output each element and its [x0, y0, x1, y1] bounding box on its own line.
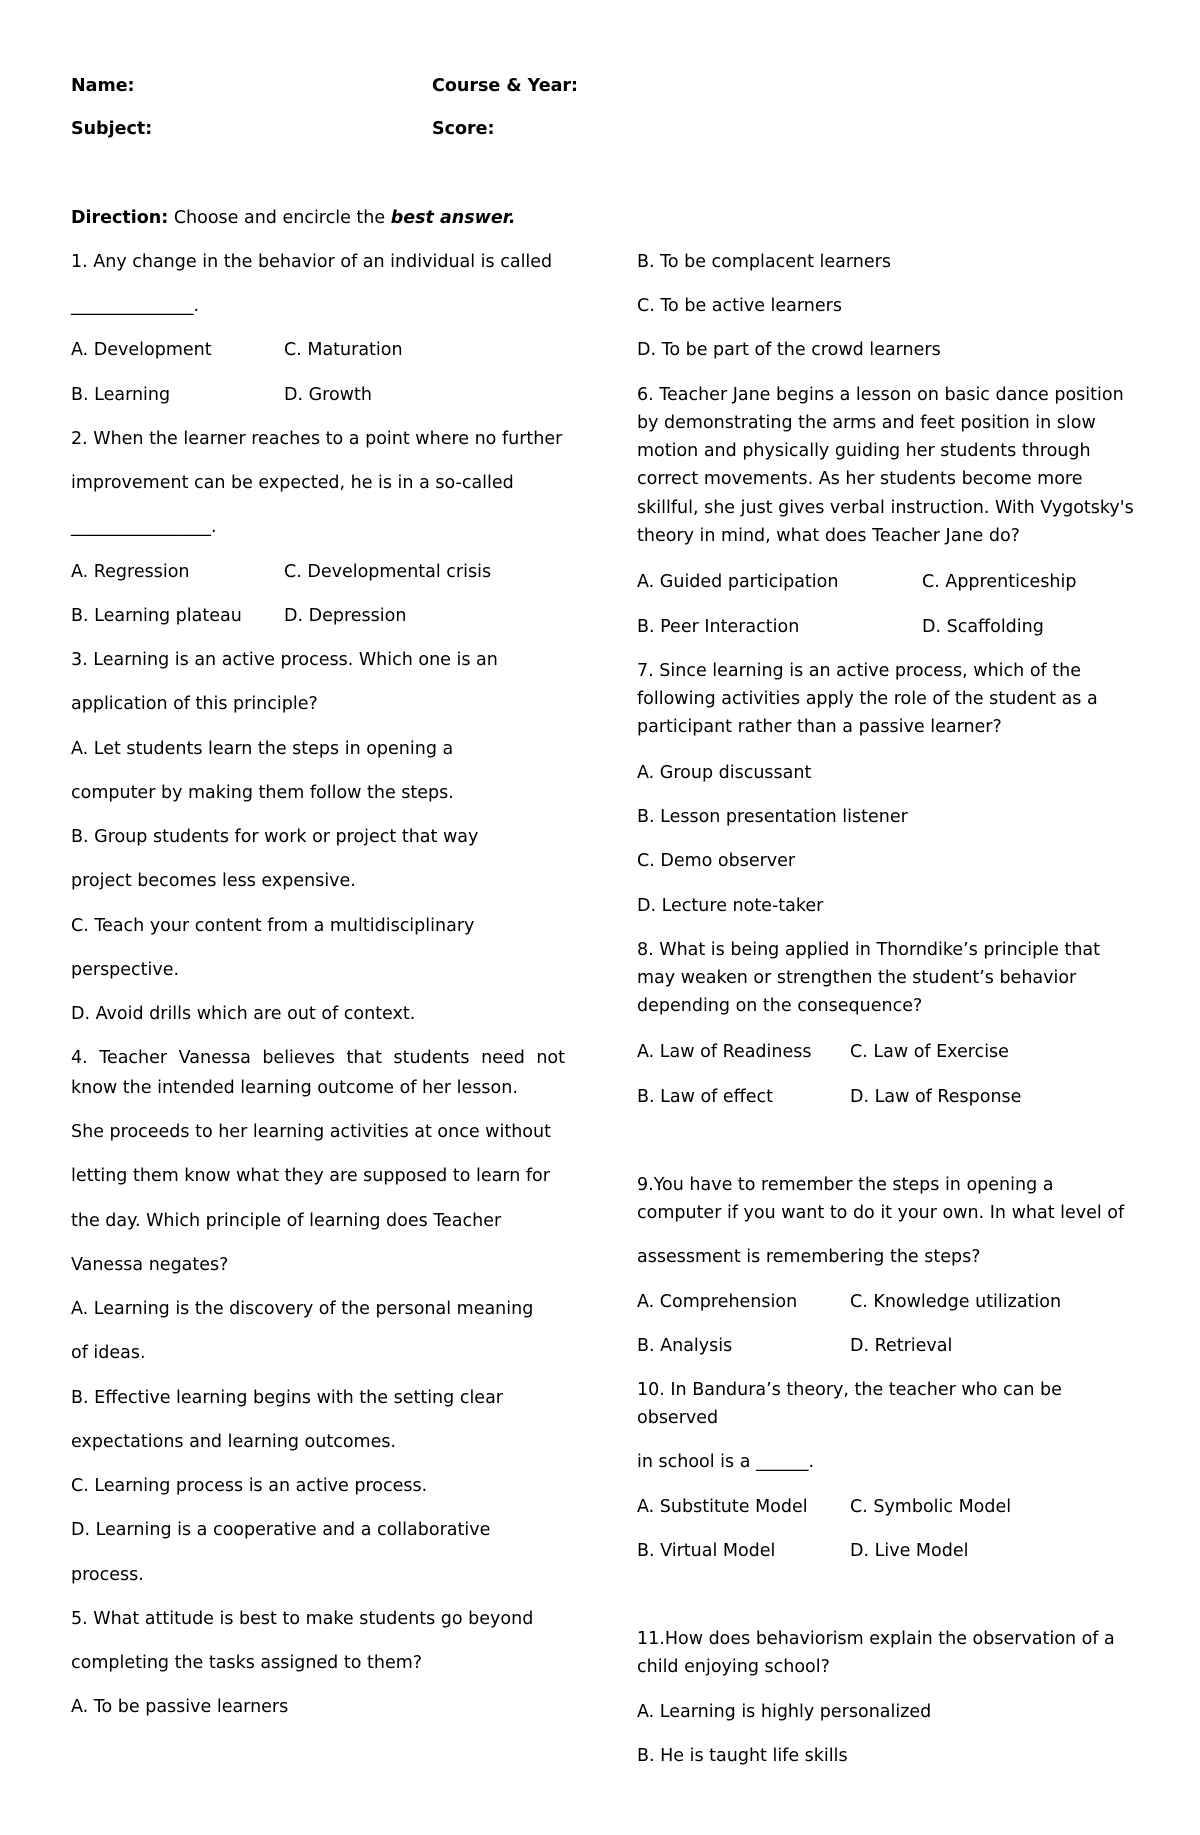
q1-stem: 1. Any change in the behavior of an individual is called: [71, 252, 553, 272]
q6-stem-line6: theory in mind, what does Teacher Jane do?: [637, 526, 1020, 546]
q9-stem-line1: 9.You have to remember the steps in opening a: [637, 1175, 1054, 1195]
q5-option-c[interactable]: C. To be active learners: [637, 296, 842, 316]
q10-stem-line3: in school is a ______.: [637, 1452, 815, 1472]
q8-stem-line3: depending on the consequence?: [637, 996, 923, 1016]
q5-option-a[interactable]: A. To be passive learners: [71, 1697, 289, 1717]
q4-option-b-line2[interactable]: expectations and learning outcomes.: [71, 1432, 397, 1452]
q1-option-a[interactable]: A. Development: [71, 340, 212, 360]
q11-stem-line2: child enjoying school?: [637, 1657, 830, 1677]
q8-stem-line1: 8. What is being applied in Thorndike’s principle that: [637, 940, 1100, 960]
q10-option-d[interactable]: D. Live Model: [850, 1541, 969, 1561]
direction-text: Choose and encircle the: [168, 208, 391, 228]
q6-option-b[interactable]: B. Peer Interaction: [637, 617, 800, 637]
name-label: Name:: [71, 76, 135, 96]
q7-option-d[interactable]: D. Lecture note-taker: [637, 896, 824, 916]
q6-option-d[interactable]: D. Scaffolding: [922, 617, 1044, 637]
q3-option-c-line2[interactable]: perspective.: [71, 960, 180, 980]
q11-option-a[interactable]: A. Learning is highly personalized: [637, 1702, 932, 1722]
q10-option-b[interactable]: B. Virtual Model: [637, 1541, 776, 1561]
q7-option-b[interactable]: B. Lesson presentation listener: [637, 807, 908, 827]
q3-option-b-line1[interactable]: B. Group students for work or project that way: [71, 827, 479, 847]
q6-stem-line4: correct movements. As her students become more: [637, 469, 1083, 489]
q3-stem-line1: 3. Learning is an active process. Which one is an: [71, 650, 498, 670]
q7-stem-line3: participant rather than a passive learner?: [637, 717, 1002, 737]
q5-option-b[interactable]: B. To be complacent learners: [637, 252, 891, 272]
q6-stem-line2: by demonstrating the arms and feet position in slow: [637, 413, 1096, 433]
q3-option-a-line2[interactable]: computer by making them follow the steps.: [71, 783, 454, 803]
q3-option-c-line1[interactable]: C. Teach your content from a multidisciplinary: [71, 916, 475, 936]
q9-stem-line3: assessment is remembering the steps?: [637, 1247, 981, 1267]
q3-option-b-line2[interactable]: project becomes less expensive.: [71, 871, 356, 891]
q5-stem-line2: completing the tasks assigned to them?: [71, 1653, 423, 1673]
q2-option-b[interactable]: B. Learning plateau: [71, 606, 242, 626]
q11-stem-line1: 11.How does behaviorism explain the observation of a: [637, 1629, 1115, 1649]
q3-option-d[interactable]: D. Avoid drills which are out of context.: [71, 1004, 416, 1024]
q4-option-c[interactable]: C. Learning process is an active process.: [71, 1476, 428, 1496]
q1-option-b[interactable]: B. Learning: [71, 385, 171, 405]
q1-blank: ______________.: [71, 296, 200, 316]
q8-option-d[interactable]: D. Law of Response: [850, 1087, 1022, 1107]
q8-option-b[interactable]: B. Law of effect: [637, 1087, 773, 1107]
q6-option-a[interactable]: A. Guided participation: [637, 572, 839, 592]
q3-stem-line2: application of this principle?: [71, 694, 318, 714]
q9-option-d[interactable]: D. Retrieval: [850, 1336, 953, 1356]
q4-stem-line5: the day. Which principle of learning does Teacher: [71, 1211, 502, 1231]
q4-stem-line4: letting them know what they are supposed to learn for: [71, 1166, 550, 1186]
q5-option-d[interactable]: D. To be part of the crowd learners: [637, 340, 941, 360]
q6-stem-line3: motion and physically guiding her students through: [637, 441, 1091, 461]
q2-blank: ________________.: [71, 517, 217, 537]
q1-option-d[interactable]: D. Growth: [284, 385, 372, 405]
q4-option-d-line2[interactable]: process.: [71, 1565, 144, 1585]
q9-stem-line2: computer if you want to do it your own. In what level of: [637, 1203, 1125, 1223]
q4-stem-line2: know the intended learning outcome of her lesson.: [71, 1078, 518, 1098]
q3-option-a-line1[interactable]: A. Let students learn the steps in opening a: [71, 739, 454, 759]
q7-stem-line1: 7. Since learning is an active process, which of the: [637, 661, 1081, 681]
q9-option-c[interactable]: C. Knowledge utilization: [850, 1292, 1062, 1312]
q11-option-b[interactable]: B. He is taught life skills: [637, 1746, 848, 1766]
course-year-label: Course & Year:: [432, 76, 579, 96]
score-label: Score:: [432, 119, 495, 139]
q4-option-a-line2[interactable]: of ideas.: [71, 1343, 146, 1363]
q6-stem-line5: skillful, she just gives verbal instruction. With Vygotsky's: [637, 498, 1134, 518]
q6-option-c[interactable]: C. Apprenticeship: [922, 572, 1077, 592]
q1-option-c[interactable]: C. Maturation: [284, 340, 403, 360]
q4-option-d-line1[interactable]: D. Learning is a cooperative and a collaborative: [71, 1520, 491, 1540]
q10-stem-line2: observed: [637, 1408, 719, 1428]
q4-stem-line6: Vanessa negates?: [71, 1255, 229, 1275]
direction-label: Direction:: [71, 208, 169, 228]
q4-option-b-line1[interactable]: B. Effective learning begins with the setting clear: [71, 1388, 503, 1408]
direction-emphasis: best answer.: [390, 208, 516, 228]
q6-stem-line1: 6. Teacher Jane begins a lesson on basic dance position: [637, 385, 1124, 405]
q4-option-a-line1[interactable]: A. Learning is the discovery of the personal meaning: [71, 1299, 534, 1319]
q7-option-c[interactable]: C. Demo observer: [637, 851, 796, 871]
q10-option-c[interactable]: C. Symbolic Model: [850, 1497, 1012, 1517]
q2-option-d[interactable]: D. Depression: [284, 606, 407, 626]
q8-option-a[interactable]: A. Law of Readiness: [637, 1042, 812, 1062]
q10-stem-line1: 10. In Bandura’s theory, the teacher who can be: [637, 1380, 1062, 1400]
q2-option-a[interactable]: A. Regression: [71, 562, 190, 582]
subject-label: Subject:: [71, 119, 153, 139]
q7-stem-line2: following activities apply the role of the student as a: [637, 689, 1098, 709]
q2-stem-line2: improvement can be expected, he is in a so-called: [71, 473, 514, 493]
q8-stem-line2: may weaken or strengthen the student’s behavior: [637, 968, 1077, 988]
direction-line: [71, 207, 516, 229]
q4-stem-line1: 4. Teacher Vanessa believes that students need not: [71, 1048, 565, 1068]
q4-stem-line3: She proceeds to her learning activities at once without: [71, 1122, 551, 1142]
q8-option-c[interactable]: C. Law of Exercise: [850, 1042, 1009, 1062]
q2-stem-line1: 2. When the learner reaches to a point where no further: [71, 429, 563, 449]
q10-option-a[interactable]: A. Substitute Model: [637, 1497, 808, 1517]
q9-option-b[interactable]: B. Analysis: [637, 1336, 733, 1356]
q9-option-a[interactable]: A. Comprehension: [637, 1292, 798, 1312]
q5-stem-line1: 5. What attitude is best to make students go beyond: [71, 1609, 534, 1629]
q7-option-a[interactable]: A. Group discussant: [637, 763, 812, 783]
q2-option-c[interactable]: C. Developmental crisis: [284, 562, 492, 582]
